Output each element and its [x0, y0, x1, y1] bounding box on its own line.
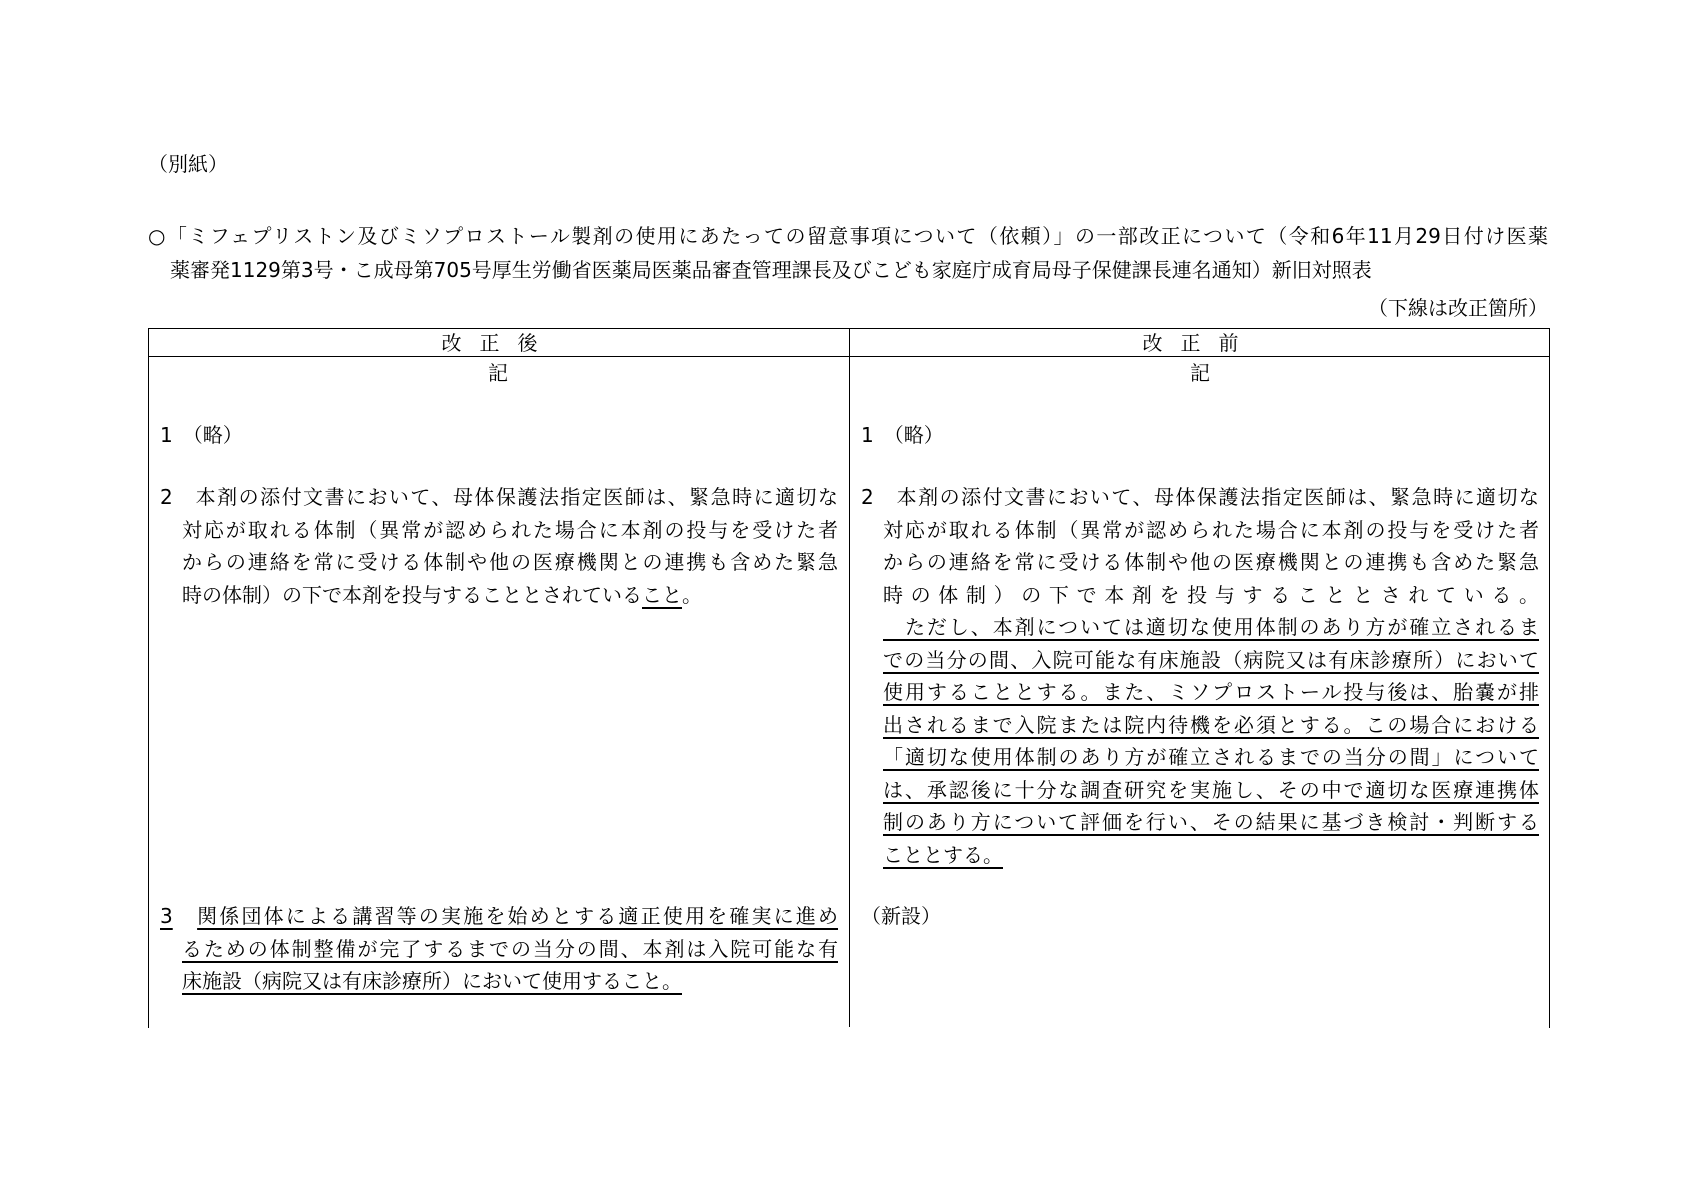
text-segment: 2 本剤の添付文書において、母体保護法指定医師は、緊急時に適切な [160, 485, 838, 509]
left-item-3-line [182, 968, 682, 994]
column-divider [849, 328, 850, 1027]
text-segment: からの連絡を常に受ける体制や他の医療機関との連携も含めた緊急 [182, 550, 838, 574]
right-item-2-line [883, 679, 1539, 705]
underlined-text: こととする。 [883, 842, 1003, 867]
ki-right: 記 [1190, 361, 1210, 385]
header-before-revision: 改正前 [1142, 331, 1257, 355]
underlined-text: 関係団体による講習等の実施を始めとする適正使用を確実に進め [197, 904, 839, 928]
underlined-text: 3 [160, 904, 173, 928]
right-item-2-line [883, 517, 1539, 543]
text-segment: 対応が取れる体制（異常が認められた場合に本剤の投与を受けた者 [883, 517, 1539, 542]
left-item-3-line [160, 903, 838, 929]
right-item-2-line [883, 549, 1539, 575]
underlined-text: 制のあり方について評価を行い、その結果に基づき検討・判断する [883, 810, 1539, 834]
left-item-1: 1 （略） [160, 423, 243, 447]
right-item-2-line [883, 582, 1539, 608]
underlined-text: 出されるまで入院または院内待機を必須とする。この場合における [883, 712, 1539, 737]
right-item-2-line [883, 777, 1539, 803]
document-title-line-1: ○「ミフェプリストン及びミソプロストール製剤の使用にあたっての留意事項について（依頼）」の一部改正について（令和6年11月29日付け医薬 [148, 224, 1548, 248]
underlined-text: 「適切な使用体制のあり方が確立されるまでの当分の間」について [883, 745, 1539, 769]
attachment-label: （別紙） [148, 152, 228, 176]
underlined-text: での当分の間、入院可能な有床施設（病院又は有床診療所）において [883, 647, 1539, 672]
document-title-line-2: 薬審発1129第3号・こ成母第705号厚生労働省医薬局医薬品審査管理課長及びこども家庭庁成育局母子保健課長連名通知）新旧対照表 [170, 258, 1372, 282]
right-item-3-new: （新設） [861, 904, 941, 928]
underlined-text: るための体制整備が完了するまでの当分の間、本剤は入院可能な有 [182, 936, 838, 961]
left-item-2-line [160, 484, 838, 510]
right-item-2-line [883, 614, 1539, 640]
underline-note: （下線は改正箇所） [1368, 296, 1548, 320]
header-after-revision: 改正後 [441, 331, 556, 355]
text-segment: 対応が取れる体制（異常が認められた場合に本剤の投与を受けた者 [182, 517, 838, 542]
underlined-text: こと [642, 582, 682, 607]
left-item-3-line [182, 936, 838, 962]
text-segment: 時の体制）の下で本剤を投与することとされている [182, 582, 642, 607]
text-segment: 2 本剤の添付文書において、母体保護法指定医師は、緊急時に適切な [861, 485, 1539, 509]
left-item-2-line [182, 582, 702, 608]
text-segment [173, 904, 197, 928]
left-item-2-line [182, 549, 838, 575]
underlined-text: 床施設（病院又は有床診療所）において使用すること。 [182, 969, 682, 993]
ki-left: 記 [488, 361, 508, 385]
right-item-1: 1 （略） [861, 423, 944, 447]
right-item-2-line [883, 744, 1539, 770]
right-item-2-line [883, 647, 1539, 673]
right-item-2-line [861, 484, 1539, 510]
right-item-2-line [883, 712, 1539, 738]
underlined-text: ただし、本剤については適切な使用体制のあり方が確立されるま [883, 615, 1539, 639]
underlined-text: は、承認後に十分な調査研究を実施し、その中で適切な医療連携体 [883, 777, 1539, 802]
left-item-2-line [182, 517, 838, 543]
text-segment: 。 [682, 582, 702, 607]
text-segment: 時の体制）の下で本剤を投与することとされている。 [883, 582, 1539, 607]
text-segment: からの連絡を常に受ける体制や他の医療機関との連携も含めた緊急 [883, 550, 1539, 574]
underlined-text: 使用することとする。また、ミソプロストール投与後は、胎嚢が排 [883, 680, 1539, 704]
right-item-2-line [883, 842, 1003, 868]
right-item-2-line [883, 809, 1539, 835]
